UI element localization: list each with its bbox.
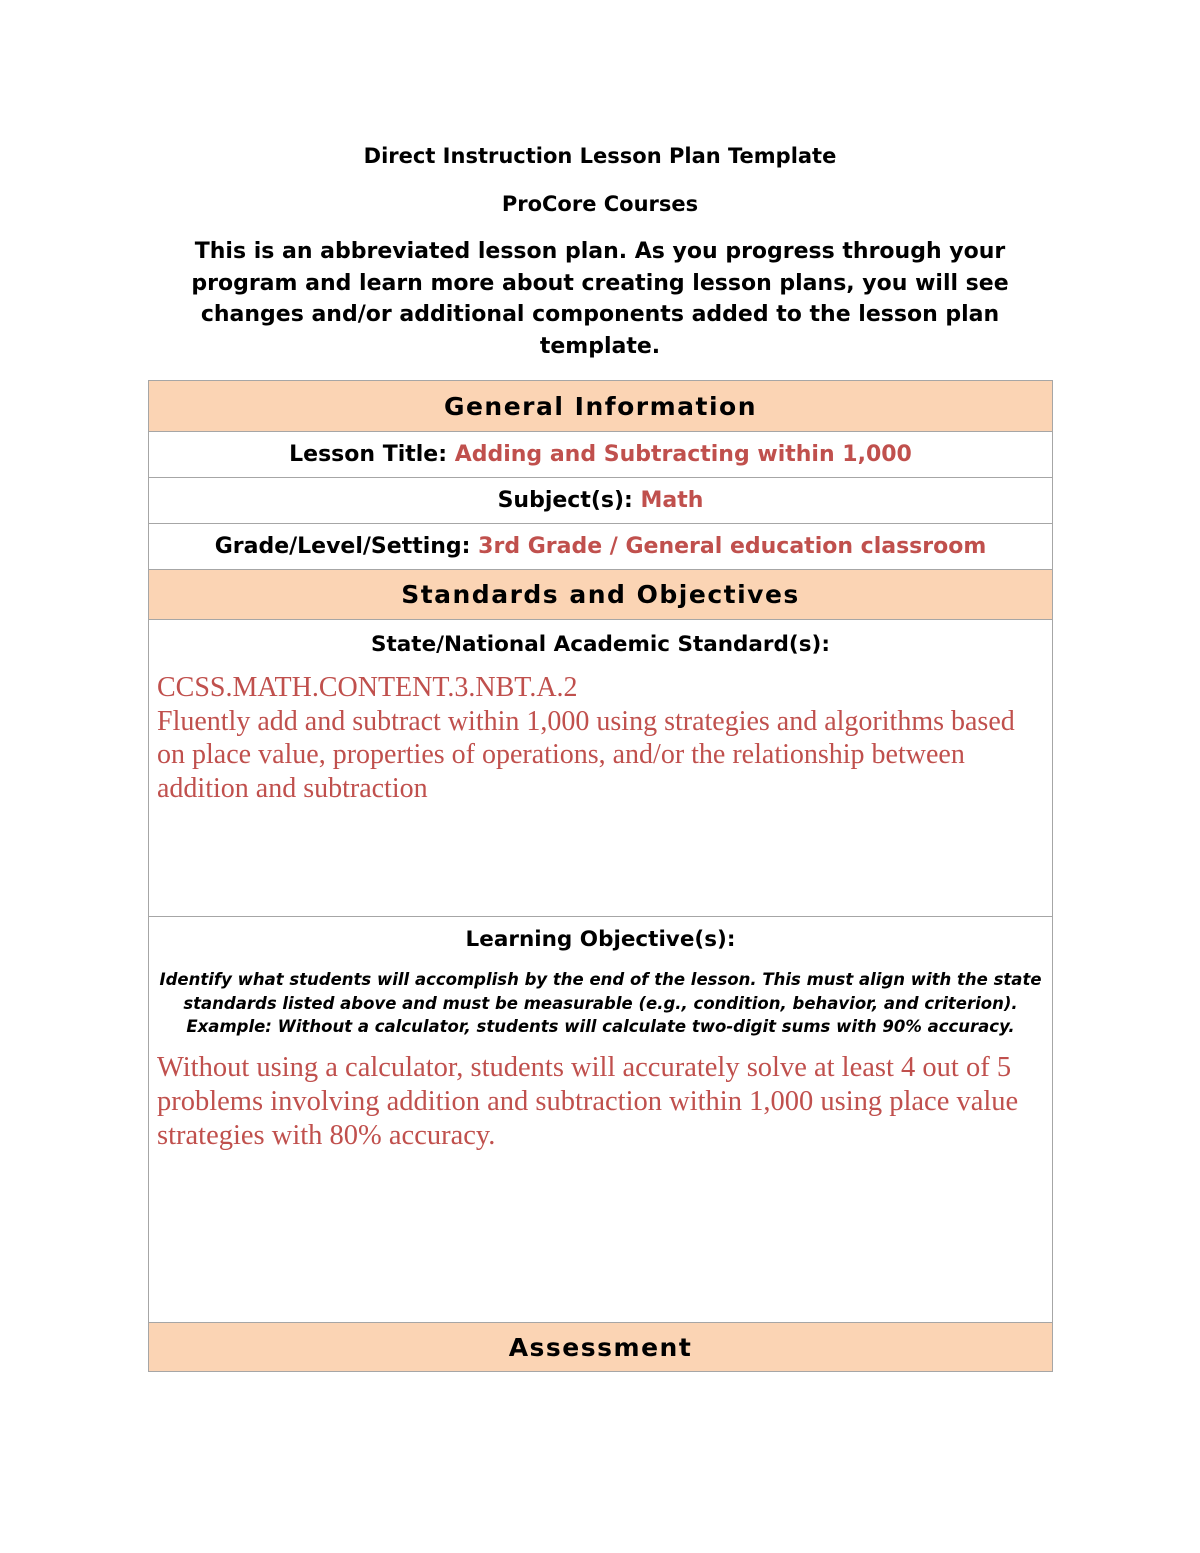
standard-content xyxy=(157,671,1044,805)
document-subtitle: ProCore Courses xyxy=(501,192,699,216)
objectives-cell xyxy=(149,917,1053,1323)
standards-cell xyxy=(149,620,1053,917)
assessment-heading: Assessment xyxy=(149,1323,1053,1372)
grade-value: 3rd Grade / General education classroom xyxy=(478,534,987,559)
lesson-plan-table xyxy=(148,380,1053,1372)
document-intro: This is an abbreviated lesson plan. As you progress through your program and learn more about creating lesson plans, you will see changes and/or additional components added to the lesson plan template. xyxy=(191,239,1009,359)
document-title: Direct Instruction Lesson Plan Template xyxy=(363,144,837,168)
general-information-heading: General Information xyxy=(149,381,1053,432)
standard-text: Fluently add and subtract within 1,000 using strategies and algorithms based on place value, properties of operations, and/or the relationship between addition and subtraction xyxy=(157,705,1015,804)
objectives-label: Learning Objective(s): xyxy=(465,927,736,952)
grade-level-setting-row xyxy=(149,524,1053,570)
standard-code: CCSS.MATH.CONTENT.3.NBT.A.2 xyxy=(157,672,578,703)
objective-text: Without using a calculator, students will accurately solve at least 4 out of 5 problems involving addition and subtraction within 1,000 using place value strategies with 80% accuracy. xyxy=(157,1051,1019,1151)
lesson-title-value: Adding and Subtracting within 1,000 xyxy=(454,442,912,467)
lesson-title-label: Lesson Title: xyxy=(289,442,448,467)
standards-label: State/National Academic Standard(s): xyxy=(371,632,830,657)
objectives-instructions: Identify what students will accomplish by the end of the lesson. This must align with the state standards listed above and must be measurable (e.g., condition, behavior, and criterion). Example: Without a calculator, students will calculate two-digit sums with 90% accuracy. xyxy=(159,970,1042,1036)
document-header xyxy=(150,140,1050,362)
grade-label: Grade/Level/Setting: xyxy=(214,534,471,559)
standards-objectives-heading: Standards and Objectives xyxy=(149,570,1053,620)
subjects-value: Math xyxy=(640,488,704,513)
subjects-row xyxy=(149,478,1053,524)
subjects-label: Subject(s): xyxy=(497,488,633,513)
lesson-title-row xyxy=(149,432,1053,478)
